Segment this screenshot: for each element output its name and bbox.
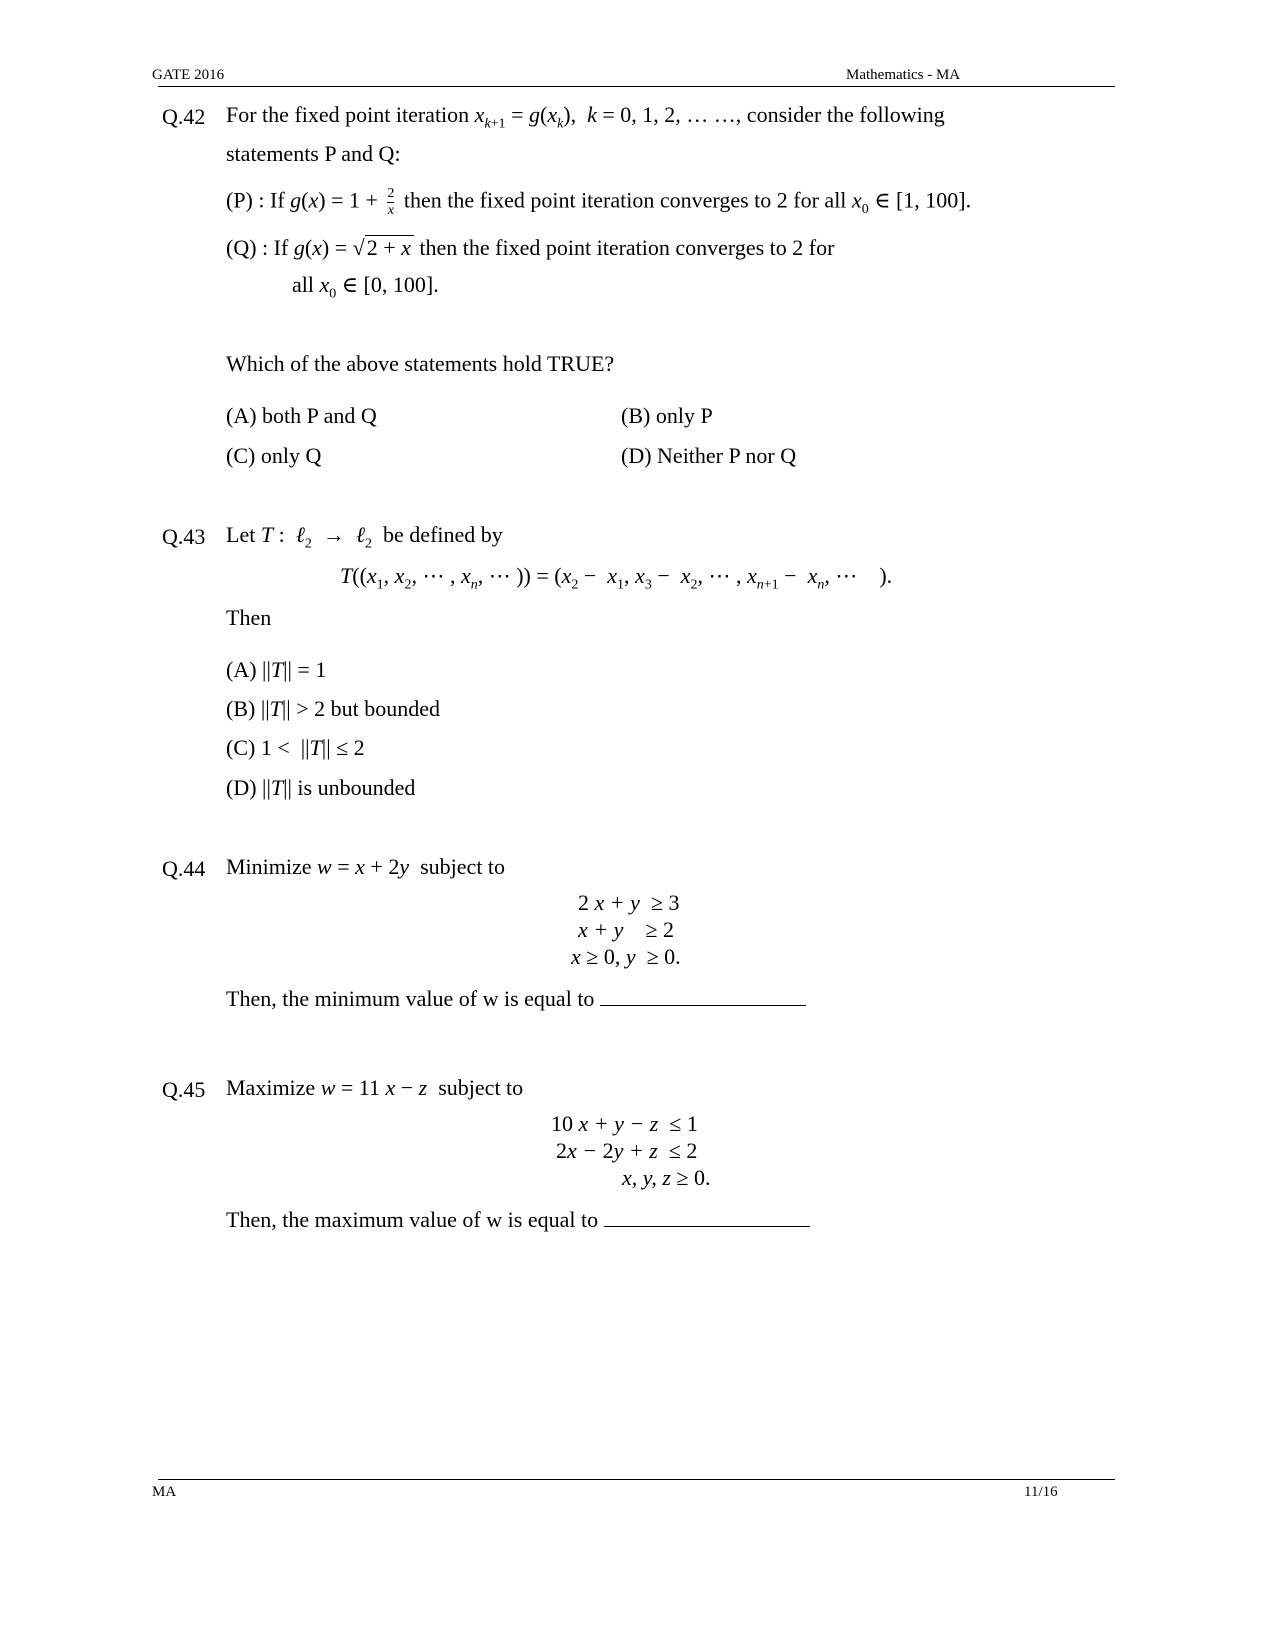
q42-number: Q.42	[162, 104, 206, 129]
q42-q-statement: (Q) : If g(x) = √2 + x then the fixed point iteration converges to 2 for	[226, 235, 835, 260]
q42-option-a: (A) both P and Q	[226, 403, 377, 428]
q44-answer-text: Then, the minimum value of w is equal to	[226, 986, 595, 1011]
q45-constraint-2: 2x − 2y + z ≤ 2	[556, 1138, 698, 1163]
q44-answer-blank	[600, 985, 806, 1006]
q42-p-statement: (P) : If g(x) = 1 + $\frac{2}{x}$ then the fixed point iteration converges to 2 for all $x_0$ ∈ [1, 100].	[226, 186, 972, 218]
q44-constraint-3: x ≥ 0, y ≥ 0.	[571, 944, 681, 969]
q43-option-a: (A) ||T|| = 1	[226, 657, 327, 682]
sqrt-2-plus-x: 2 + x	[365, 235, 414, 259]
header-rule	[158, 86, 1115, 87]
footer-page-number: 11/16	[1024, 1484, 1058, 1500]
q44-answer-line	[226, 985, 806, 1010]
q42-line1: For the fixed point iteration $x_{k+1} = g(x_k)$, k = 0, 1, 2, … …, consider the following	[226, 102, 945, 132]
q43-option-c: (C) 1 < ||T|| ≤ 2	[226, 735, 365, 760]
q43-line1: Let T : ℓ$_2$ → ℓ$_2$ be defined by	[226, 522, 503, 552]
q45-constraint-1: 10 x + y − z ≤ 1	[551, 1111, 698, 1136]
footer-rule	[158, 1479, 1115, 1480]
q43-number: Q.43	[162, 524, 206, 549]
q42-question: Which of the above statements hold TRUE?	[226, 351, 615, 376]
q45-line1: Maximize w = 11 x − z subject to	[226, 1075, 524, 1100]
footer-left: MA	[152, 1484, 177, 1500]
q45-answer-line	[226, 1206, 810, 1231]
header-right: Mathematics - MA	[846, 67, 961, 83]
q44-constraint-1: 2 x + y ≥ 3	[578, 890, 680, 915]
q43-then: Then	[226, 605, 272, 630]
q44-constraint-2: x + y ≥ 2	[578, 917, 674, 942]
header-left: GATE 2016	[152, 67, 225, 83]
q42-option-c: (C) only Q	[226, 443, 322, 468]
q43-formula: $T((x_1$, $x_2$, ⋯ , $x_n$, ⋯ )) = ($x_2 - x_1$, $x_3 - x_2$, ⋯ , $x_{n+1} - x_n$, ⋯ ).	[340, 563, 893, 593]
q45-answer-text: Then, the maximum value of w is equal to	[226, 1207, 599, 1232]
q42-line2: statements P and Q:	[226, 141, 401, 166]
q45-number: Q.45	[162, 1077, 206, 1102]
q45-constraint-3: x, y, z ≥ 0.	[622, 1165, 711, 1190]
fraction-2-over-x: $\frac{2}{x}$	[387, 186, 395, 218]
q43-option-b: (B) ||T|| > 2 but bounded	[226, 696, 440, 721]
q44-number: Q.44	[162, 856, 206, 881]
q43-option-d: (D) ||T|| is unbounded	[226, 775, 416, 800]
q44-line1: Minimize w = x + 2y subject to	[226, 854, 506, 879]
q42-q-statement-cont: all $x_0$ ∈ [0, 100].	[292, 272, 439, 302]
q42-option-d: (D) Neither P nor Q	[621, 443, 797, 468]
q42-option-b: (B) only P	[621, 403, 713, 428]
q45-answer-blank	[604, 1206, 810, 1227]
